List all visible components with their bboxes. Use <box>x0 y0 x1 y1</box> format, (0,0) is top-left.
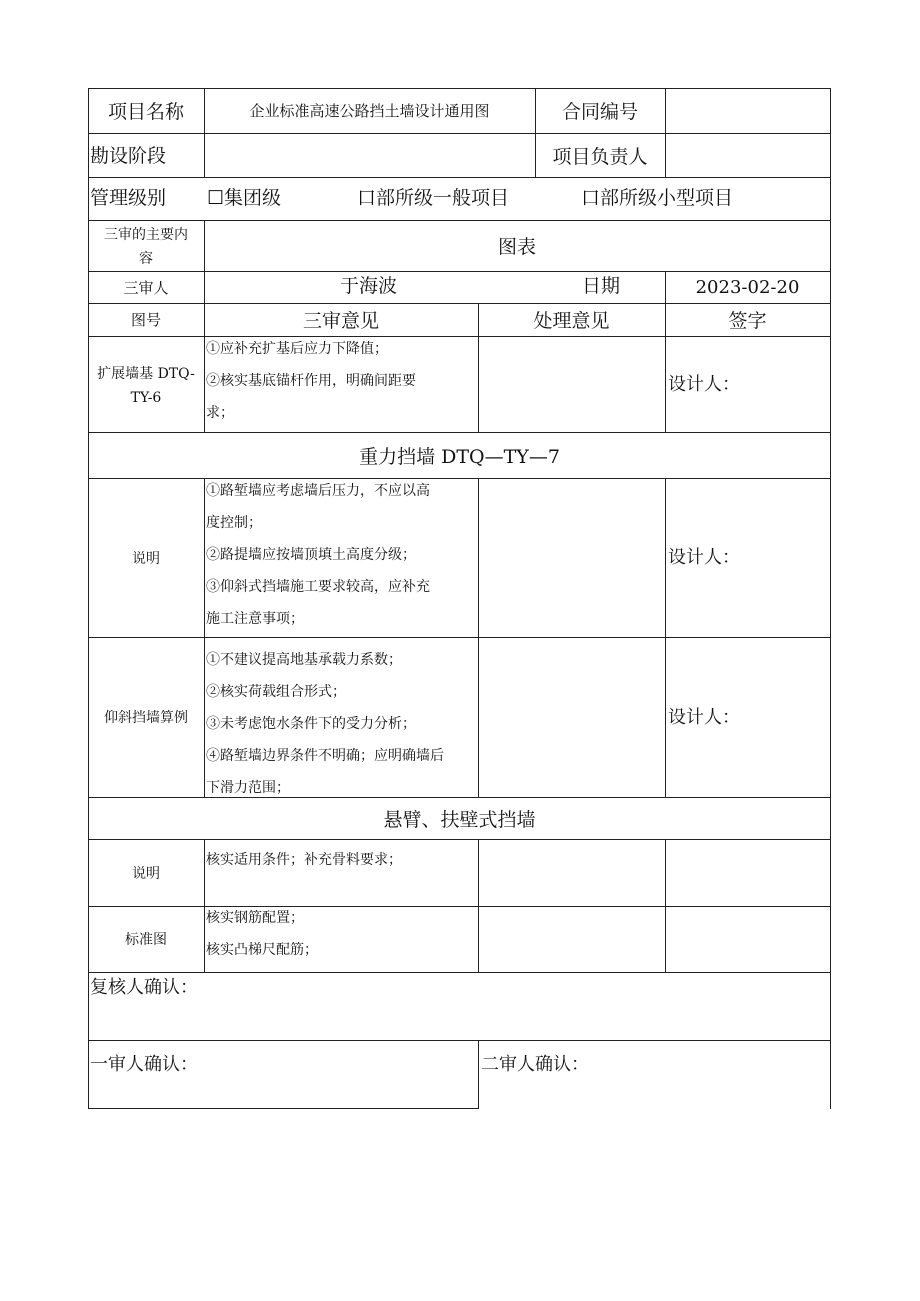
opinion-line: ③未考虑饱水条件下的受力分析； <box>206 716 416 732</box>
project-name-value <box>204 88 535 133</box>
opinion-line: 求； <box>206 405 234 421</box>
project-lead-value <box>665 133 830 177</box>
second-reviewer-confirm-label: 二审人确认： <box>481 1054 589 1075</box>
rechecker-confirm-label: 复核人确认： <box>90 977 198 998</box>
table-row-drawing-line: TY-6 <box>130 390 162 406</box>
project-name-label <box>88 88 204 133</box>
designer-signature-label: 设计人： <box>668 707 740 728</box>
designer-signature-label: 设计人： <box>668 547 740 568</box>
opinion-line: ①路堑墙应考虑墙后压力，不应以高 <box>206 483 430 499</box>
section-gravity-wall <box>88 432 831 478</box>
table-row-drawing-line: 仰斜挡墙算例 <box>104 710 188 726</box>
opinion-line: 核实钢筋配置； <box>206 910 304 926</box>
table-row-drawing-name <box>88 478 204 637</box>
table-row-drawing-line: 标准图 <box>125 932 167 948</box>
column-header-review-opinion <box>204 303 478 336</box>
table-line <box>88 1108 479 1109</box>
column-header-drawing-no <box>88 303 204 336</box>
table-row-drawing-name <box>88 839 204 906</box>
designer-signature-label: 设计人： <box>668 374 740 395</box>
management-option-dept-general[interactable]: 口部所级一般项目 <box>357 187 510 209</box>
table-row-drawing-line: 说明 <box>132 550 160 567</box>
date-value <box>665 271 830 303</box>
project-lead-label-text: 项目负责人 <box>552 145 648 168</box>
table-line <box>204 271 205 303</box>
table-row-opinion <box>206 844 402 876</box>
survey-stage-label: 勘设阶段 <box>90 145 167 167</box>
table-line <box>204 839 205 972</box>
contract-no-value <box>665 88 830 133</box>
opinion-line: 下滑力范围； <box>206 780 290 796</box>
opinion-line: ②核实基底锚杆作用，明确间距要 <box>206 373 416 389</box>
review-content-value-text: 图表 <box>497 236 536 258</box>
section-cantilever-wall <box>88 797 831 839</box>
reviewer-label <box>88 271 204 303</box>
date-value-text: 2023-02-20 <box>695 276 800 298</box>
review-content-value <box>204 220 830 271</box>
column-header-drawing-no-text: 图号 <box>130 311 161 329</box>
project-lead-label <box>535 133 665 177</box>
table-row-opinion <box>206 902 318 966</box>
review-content-label-line2: 容 <box>139 251 153 267</box>
table-line <box>478 478 479 797</box>
survey-stage-value <box>204 133 535 177</box>
table-row-drawing-name <box>88 637 204 797</box>
table-row-drawing-line: 扩展墙基 DTQ- <box>97 366 195 382</box>
opinion-line: 施工注意事项； <box>206 611 304 627</box>
project-name-label-text: 项目名称 <box>107 101 184 123</box>
contract-no-label-text: 合同编号 <box>561 101 638 123</box>
project-name-value-text: 企业标准高速公路挡土墙设计通用图 <box>249 102 490 120</box>
table-line <box>88 336 831 337</box>
management-option-dept-small[interactable]: 口部所级小型项目 <box>581 187 734 209</box>
table-row-drawing-name <box>88 906 204 972</box>
table-line <box>478 1040 479 1109</box>
table-line <box>830 88 831 1109</box>
column-header-handling-opinion-text: 处理意见 <box>533 310 610 332</box>
date-label: 日期 <box>582 275 621 297</box>
reviewer-name: 于海波 <box>340 275 398 297</box>
column-header-review-opinion-text: 三审意见 <box>302 310 379 332</box>
section-cantilever-wall-text: 悬臂、扶壁式挡墙 <box>383 808 536 831</box>
opinion-line: ②路提墙应按墙顶填土高度分级； <box>206 547 416 563</box>
table-row-opinion <box>206 644 444 804</box>
opinion-line: 核实适用条件；补充骨料要求； <box>206 852 402 868</box>
table-line <box>204 478 205 797</box>
table-row-drawing-line: 说明 <box>132 865 160 882</box>
column-header-signature <box>665 303 830 336</box>
table-row-opinion <box>206 333 416 429</box>
table-line <box>88 1040 831 1041</box>
table-line <box>665 478 666 797</box>
review-content-label-line1: 三审的主要内 <box>104 227 188 243</box>
table-line <box>88 177 831 178</box>
opinion-line: ①不建议提高地基承载力系数； <box>206 652 402 668</box>
management-option-group[interactable]: ☐集团级 <box>207 187 282 209</box>
table-line <box>478 839 479 972</box>
opinion-line: ④路堑墙边界条件不明确；应明确墙后 <box>206 748 444 764</box>
column-header-handling-opinion <box>478 303 665 336</box>
first-reviewer-confirm-label: 一审人确认： <box>90 1054 198 1075</box>
opinion-line: ②核实荷载组合形式； <box>206 684 346 700</box>
table-line <box>665 839 666 972</box>
section-gravity-wall-text: 重力挡墙 DTQ—TY—7 <box>359 445 560 468</box>
opinion-line: ③仰斜式挡墙施工要求较高，应补充 <box>206 579 430 595</box>
contract-no-label <box>535 88 665 133</box>
opinion-line: 度控制； <box>206 515 262 531</box>
reviewer-label-text: 三审人 <box>123 278 169 297</box>
table-line <box>88 972 831 973</box>
management-level-label: 管理级别 <box>90 187 167 209</box>
opinion-line: ①应补充扩基后应力下降值； <box>206 341 388 357</box>
table-row-opinion <box>206 475 430 635</box>
opinion-line: 核实凸梯尺配筋； <box>206 942 318 958</box>
column-header-signature-text: 签字 <box>728 310 767 332</box>
